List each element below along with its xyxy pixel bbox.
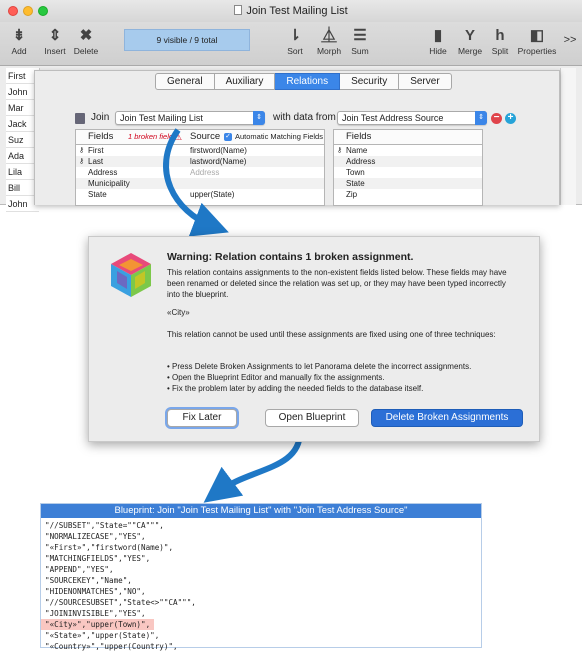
add-record-icon: ⇟	[12, 27, 26, 44]
chevron-updown-icon: ⇕	[253, 111, 265, 125]
dialog-paragraph-2: This relation cannot be used until these assignments are fixed using one of three techniques:	[167, 330, 496, 339]
blueprint-line: "APPEND","YES",	[45, 565, 114, 574]
assignment-field: Last	[88, 157, 104, 166]
assignment-field: First	[88, 146, 104, 155]
split-icon: h	[495, 27, 505, 44]
chevron-updown-icon: ⇕	[475, 111, 487, 125]
assignment-source: firstword(Name)	[190, 146, 247, 155]
source-column-header: Source	[190, 131, 221, 142]
sort-icon: ⇂	[288, 27, 302, 44]
blueprint-line: "MATCHINGFIELDS","YES",	[45, 554, 151, 563]
blueprint-line: "JOININVISIBLE","YES",	[45, 609, 146, 618]
fix-later-button[interactable]: Fix Later	[167, 409, 237, 427]
bookmark-icon: ▮	[433, 27, 443, 44]
dialog-title: Warning: Relation contains 1 broken assignment.	[167, 251, 414, 263]
tab-relations[interactable]: Relations	[275, 73, 340, 90]
datasheet-cell[interactable]: Lila	[6, 164, 39, 180]
source-field-name: Zip	[346, 190, 358, 199]
sidebar-icon: ◧	[529, 27, 545, 44]
toolbar-overflow-button[interactable]: >>	[563, 34, 577, 46]
source-field-name: Town	[346, 168, 365, 177]
blueprint-line: "NORMALIZECASE","YES",	[45, 532, 146, 541]
source-field-name: State	[346, 179, 365, 188]
add-relation-button[interactable]: +	[505, 113, 516, 124]
merge-label: Merge	[457, 46, 483, 56]
blueprint-line-highlighted: "«City»","upper(Town)",	[41, 619, 154, 630]
blueprint-line: "«First»","firstword(Name)",	[45, 543, 174, 552]
insert-label: Insert	[44, 46, 66, 56]
remove-relation-button[interactable]: −	[491, 113, 502, 124]
source-field-name: Name	[346, 146, 368, 155]
assignment-source: upper(State)	[190, 190, 235, 199]
source-database-value: Join Test Address Source	[342, 113, 444, 123]
blueprint-title: Blueprint: Join "Join Test Mailing List" with "Join Test Address Source"	[41, 504, 481, 518]
insert-record-icon: ⇕	[48, 27, 62, 44]
key-icon: ⚷	[79, 158, 85, 165]
datasheet-cell[interactable]: Jack	[6, 116, 39, 132]
fields-column-header: Fields	[88, 131, 114, 142]
warning-triangle-icon: ⚠	[174, 132, 183, 142]
blueprint-line: "«State»","upper(State)",	[45, 631, 160, 640]
dialog-paragraph-1: This relation contains assignments to the non-existent fields listed below. These fields may have been renamed or deleted since the relation was set up, or they may have been typed incorrectly into the blueprint.	[167, 268, 507, 299]
properties-label: Properties	[517, 46, 557, 56]
dialog-bullet-1: • Press Delete Broken Assignments to let Panorama delete the incorrect assignments.	[167, 362, 472, 371]
split-label: Split	[491, 46, 509, 56]
dialog-bullet-2: • Open the Blueprint Editor and manually fix the assignments.	[167, 373, 385, 382]
join-label: Join	[91, 112, 110, 123]
tab-auxiliary[interactable]: Auxiliary	[215, 73, 276, 90]
blueprint-line: "SOURCEKEY","Name",	[45, 576, 132, 585]
delete-label: Delete	[73, 46, 99, 56]
datasheet-cell[interactable]: First	[6, 68, 39, 84]
datasheet-cell[interactable]: Ada	[6, 148, 39, 164]
auto-matching-checkbox[interactable]: ✓	[225, 133, 231, 140]
tab-server[interactable]: Server	[399, 73, 451, 90]
blueprint-line: "//SOURCESUBSET","State<>""CA""",	[45, 598, 196, 607]
blueprint-window	[40, 503, 482, 651]
sort-label: Sort	[287, 46, 303, 56]
auto-matching-label: Automatic Matching Fields	[235, 132, 323, 141]
broken-field-note: 1 broken field	[128, 132, 174, 141]
assignment-field: Municipality	[88, 179, 130, 188]
morph-label: Morph	[316, 46, 342, 56]
delete-broken-assignments-button[interactable]: Delete Broken Assignments	[371, 409, 523, 427]
blueprint-line: "//SUBSET","State=""CA""",	[45, 521, 164, 530]
blueprint-line: "HIDENONMATCHES","NO",	[45, 587, 146, 596]
arrow-to-warning	[166, 130, 212, 226]
key-icon: ⚷	[337, 147, 343, 154]
delete-x-icon: ✖	[79, 27, 93, 44]
record-status: 9 visible / 9 total	[124, 29, 250, 51]
key-icon: ⚷	[79, 147, 85, 154]
join-database-value: Join Test Mailing List	[120, 113, 203, 123]
assignment-field: Address	[88, 168, 118, 177]
broken-field-name: «City»	[167, 308, 190, 317]
datasheet-cell[interactable]: John	[6, 196, 39, 212]
dialog-bullet-3: • Fix the problem later by adding the needed fields to the database itself.	[167, 384, 424, 393]
with-data-from-label: with data from	[273, 112, 336, 123]
hide-label: Hide	[429, 46, 447, 56]
sum-icon: ☰	[353, 27, 367, 44]
broken-assignment-dialog	[88, 236, 540, 442]
assignment-source: Address	[190, 168, 220, 177]
add-label: Add	[11, 46, 27, 56]
datasheet-cell[interactable]: Mar	[6, 100, 39, 116]
assignment-field: State	[88, 190, 107, 199]
datasheet-cell[interactable]: Suz	[6, 132, 39, 148]
merge-icon: Y	[464, 27, 475, 44]
panorama-cube-icon	[107, 251, 155, 299]
tab-general[interactable]: General	[155, 73, 215, 90]
tab-security[interactable]: Security	[340, 73, 399, 90]
datasheet-cell[interactable]: Bill	[6, 180, 39, 196]
window-title-text: Join Test Mailing List	[246, 5, 348, 17]
open-blueprint-button[interactable]: Open Blueprint	[265, 409, 359, 427]
blueprint-text[interactable]	[41, 518, 481, 652]
source-field-name: Address	[346, 157, 376, 166]
source-fields-column-header: Fields	[346, 131, 372, 142]
morph-flask-icon: ⏅	[321, 27, 337, 44]
datasheet-cell[interactable]: John	[6, 84, 39, 100]
sum-label: Sum	[351, 46, 369, 56]
assignment-source: lastword(Name)	[190, 157, 247, 166]
blueprint-line: "«Country»","upper(Country)",	[45, 642, 178, 651]
